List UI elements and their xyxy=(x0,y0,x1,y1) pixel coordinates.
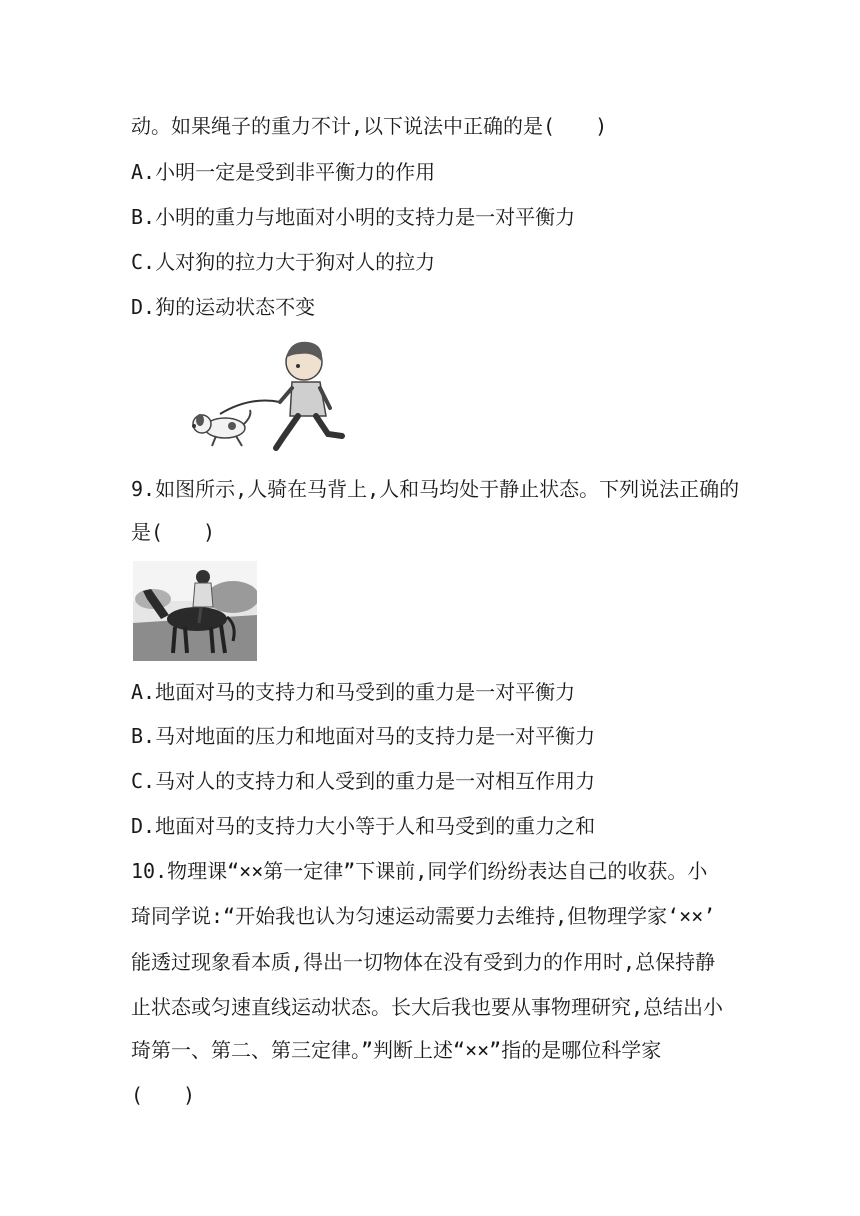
q8-option-d: D.狗的运动状态不变 xyxy=(131,295,316,319)
q9-option-a: A.地面对马的支持力和马受到的重力是一对平衡力 xyxy=(131,680,576,704)
q10-stem-line-4: 止状态或匀速直线运动状态。长大后我也要从事物理研究,总结出小 xyxy=(131,995,724,1019)
person-on-horse-photo xyxy=(133,561,257,661)
q8-stem-tail: 动。如果绳子的重力不计,以下说法中正确的是( ) xyxy=(131,114,608,138)
q9-option-b: B.马对地面的压力和地面对马的支持力是一对平衡力 xyxy=(131,724,596,748)
q8-option-c: C.人对狗的拉力大于狗对人的拉力 xyxy=(131,250,436,274)
q10-stem-line-1: 10.物理课“××第一定律”下课前,同学们纷纷表达自己的收获。小 xyxy=(131,859,708,883)
q8-option-b: B.小明的重力与地面对小明的支持力是一对平衡力 xyxy=(131,205,576,229)
q9-stem-line-1: 9.如图所示,人骑在马背上,人和马均处于静止状态。下列说法正确的 xyxy=(131,477,740,501)
q9-option-d: D.地面对马的支持力大小等于人和马受到的重力之和 xyxy=(131,814,596,838)
q9-stem-line-2: 是( ) xyxy=(131,520,216,544)
q9-option-c: C.马对人的支持力和人受到的重力是一对相互作用力 xyxy=(131,769,596,793)
q10-stem-line-6: ( ) xyxy=(131,1083,196,1107)
q10-stem-line-2: 琦同学说:“开始我也认为匀速运动需要力去维持,但物理学家‘××’ xyxy=(131,904,716,928)
q10-stem-line-5: 琦第一、第二、第三定律。”判断上述“××”指的是哪位科学家 xyxy=(131,1038,662,1062)
q8-option-a: A.小明一定是受到非平衡力的作用 xyxy=(131,160,436,184)
q10-stem-line-3: 能透过现象看本质,得出一切物体在没有受到力的作用时,总保持静 xyxy=(131,950,716,974)
boy-walking-dog-illustration xyxy=(180,336,350,454)
